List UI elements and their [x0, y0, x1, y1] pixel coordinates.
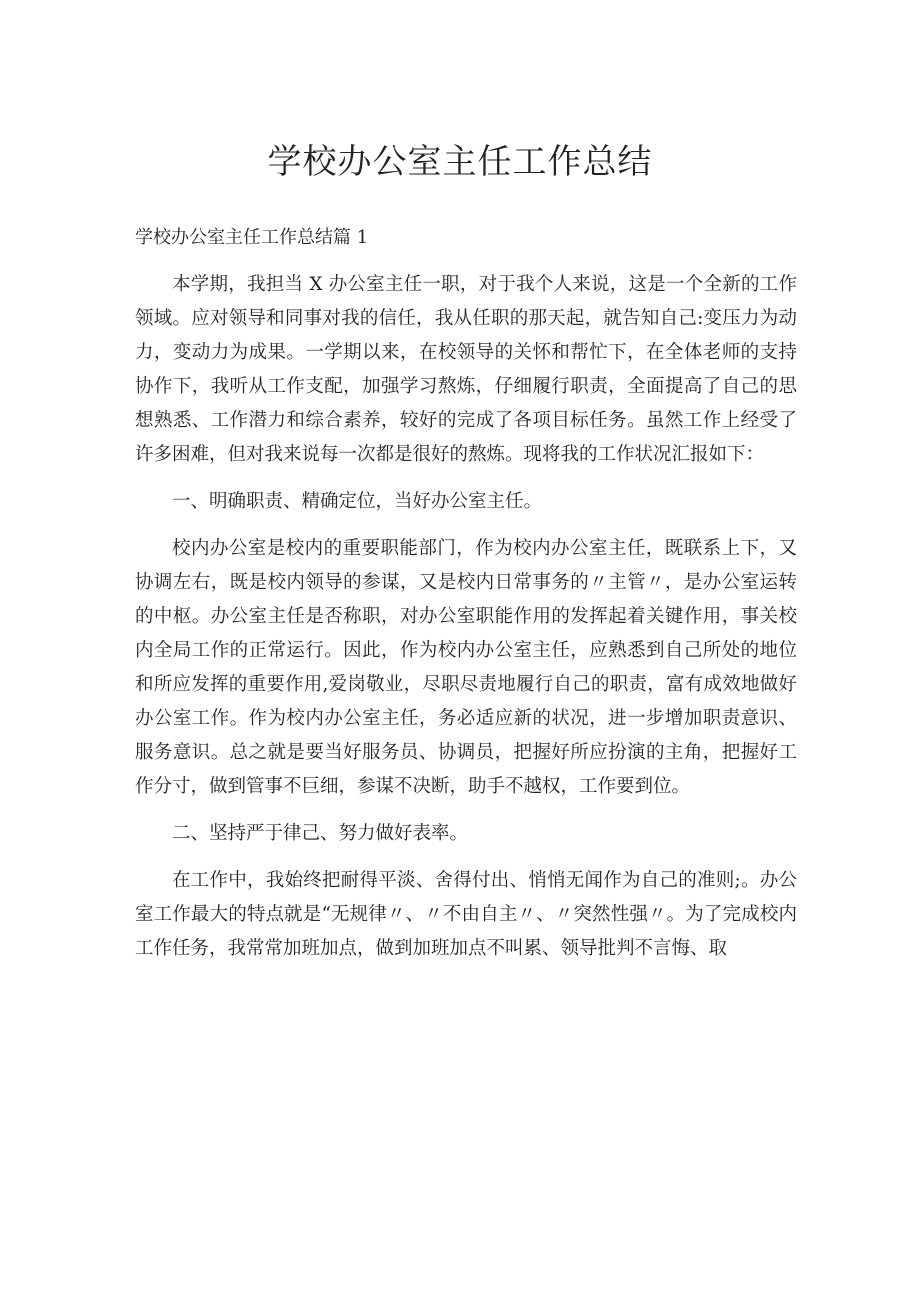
paragraph-section-1: 校内办公室是校内的重要职能部门，作为校内办公室主任，既联系上下，又协调左右，既是校内领导的参谋，又是校内日常事务的〃主管〃，是办公室运转的中枢。办公室主任是否称职，对办公室职能作用的发挥起着关键作用，事关校内全局工作的正常运行。因此，作为校内办公室主任，应熟悉到自己所处的地位和所应发挥的重要作用,爱岗敬业，尽职尽责地履行自己的职责，富有成效地做好办公室工作。作为校内办公室主任，务必适应新的状况，进一步增加职责意识、服务意识。总之就是要当好服务员、协调员，把握好所应扮演的主角，把握好工作分寸，做到管事不巨细，参谋不决断，助手不越权，工作要到位。	[135, 538, 797, 797]
section-heading-2: 二、坚持严于律己、努力做好表率。	[172, 823, 469, 844]
document-body	[135, 268, 797, 979]
section-heading-1: 一、明确职责、精确定位，当好办公室主任。	[172, 491, 543, 512]
paragraph-intro: 本学期，我担当 X 办公室主任一职，对于我个人来说，这是一个全新的工作领域。应对领导和同事对我的信任，我从任职的那天起，就告知自己:变压力为动力，变动力为成果。一学期以来，在校领导的关怀和帮忙下，在全体老师的支持协作下，我听从工作支配，加强学习熬炼，仔细履行职责，全面提高了自己的思想熟悉、工作潜力和综合素养，较好的完成了各项目标任务。虽然工作上经受了许多困难，但对我来说每一次都是很好的熬炼。现将我的工作状况汇报如下：	[135, 274, 797, 465]
document-subtitle: 学校办公室主任工作总结篇 1	[135, 227, 369, 248]
paragraph-section-2: 在工作中，我始终把耐得平淡、舍得付出、悄悄无闻作为自己的准则;。办公室工作最大的特点就是“无规律〃、〃不由自主〃、〃突然性强〃。为了完成校内工作任务，我常常加班加点，做到加班加点不叫累、领导批判不言悔、取	[135, 870, 797, 959]
document-title: 学校办公室主任工作总结	[267, 142, 653, 182]
